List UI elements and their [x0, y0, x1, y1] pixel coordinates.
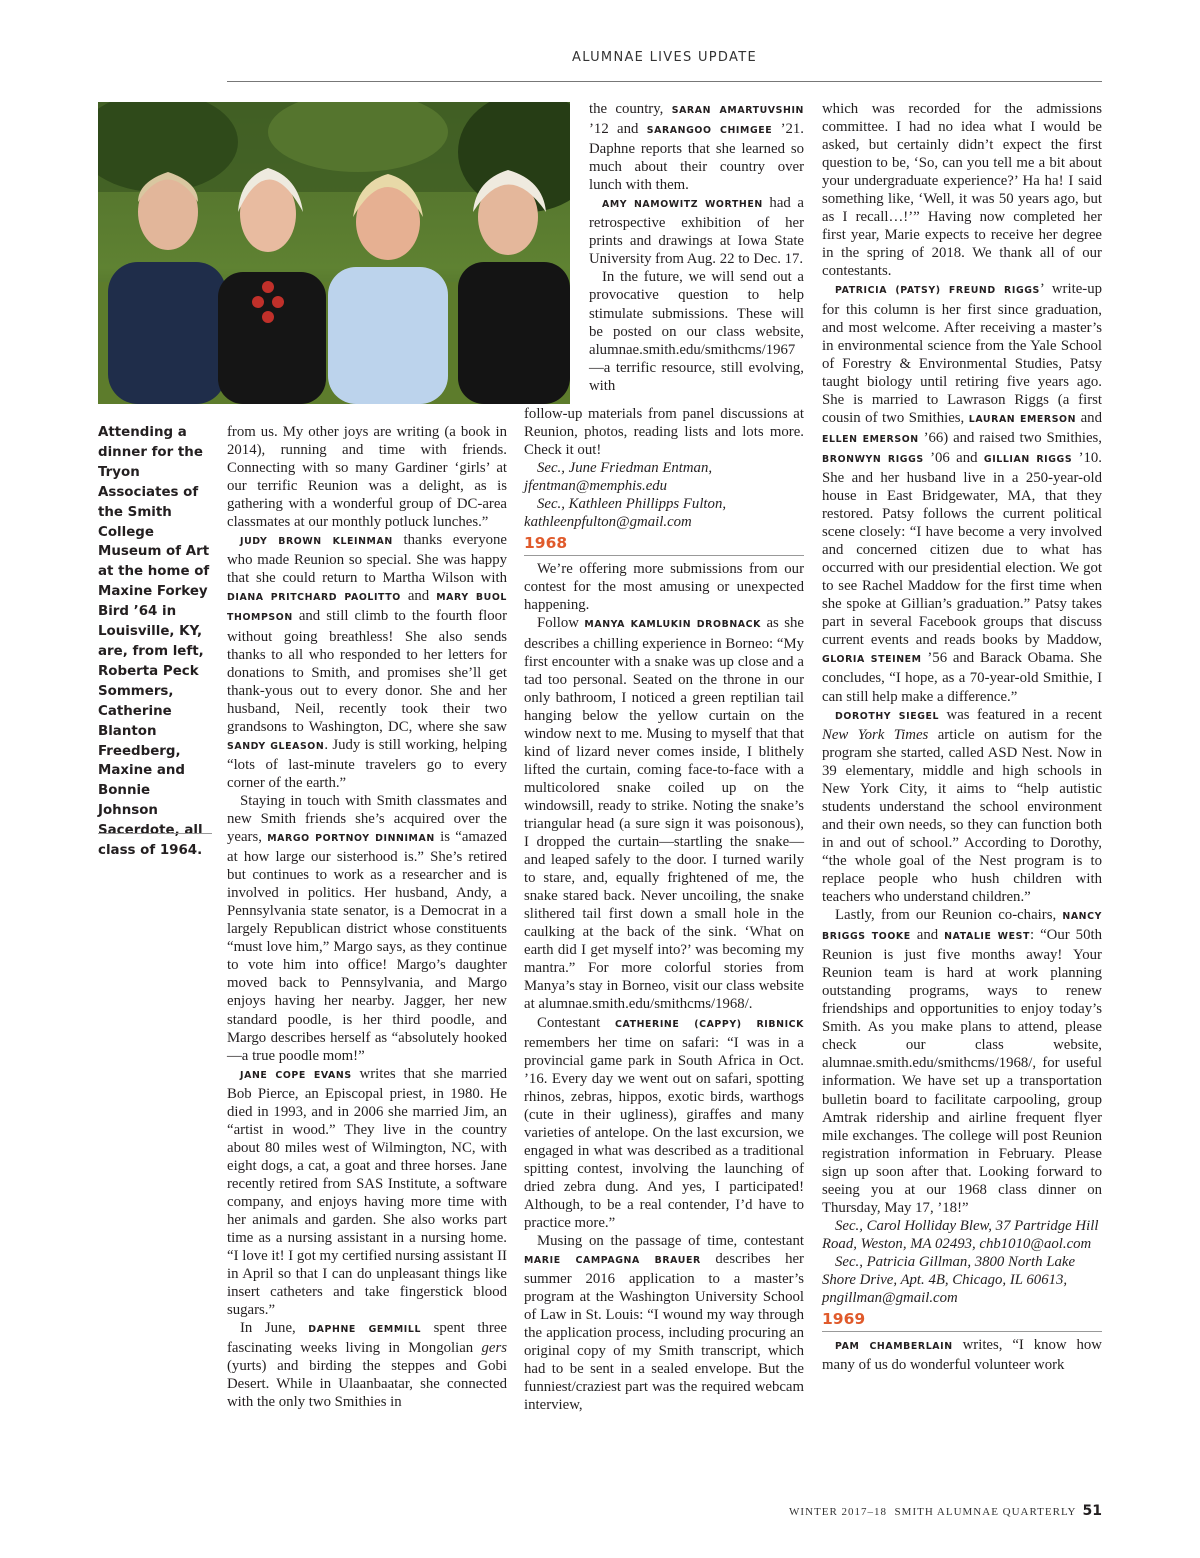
- col2-paragraph: follow-up materials from panel discussions at Reunion, photos, reading lists and lots more. Check it out!: [524, 406, 804, 459]
- alumna-name: LAURAN EMERSON: [968, 413, 1077, 425]
- photo-illustration: [98, 102, 570, 404]
- col1-paragraph: JUDY BROWN KLEINMAN thanks everyone who made Reunion so special. She was happy that she could return to Martha Wilson with DIANA PRITCHARD PAOLITTO and MARY BUOL THOMPSON and still climb to the fourth floor without going breathless! She also sends thanks to all who responded to her letters for donations to Smith, and promises she’ll get thank-yous out to every donor. She and her husband, Neil, recently took their two grandsons to Washington, DC, where she saw SANDY GLEASON. Judy is still working, helping “lots of last-minute travelers go to every corner of the earth.”: [227, 532, 508, 791]
- col2-paragraph: the country, SARAN AMARTUVSHIN ’12 and SARANGOO CHIMGEE ’21. Daphne reports that she learned so much about their country over lunch with them.: [589, 101, 804, 194]
- page-footer: [789, 1503, 1102, 1519]
- col1-paragraph: Staying in touch with Smith classmates and new Smith friends she’s acquired over the years, MARGO PORTNOY DINNIMAN is “amazed at how large our sisterhood is.” She’s retired but continues to work as a researcher and is involved in politics. Her husband, Andy, a Pennsylvania state senator, is a Democrat in a largely Republican district whose constituents “must love him,” Margo says, as they continue to vote him into office! Margo’s daughter moved back to Pennsylvania, and Margo enjoys having her nearby. Jagger, her new standard poodle, is her third poodle, and Margo describes herself as “absolutely hooked—a true poodle mom!”: [227, 792, 507, 1064]
- class-secretary: Sec., Patricia Gillman, 3800 North Lake Shore Drive, Apt. 4B, Chicago, IL 60613, pngillman@gmail.com: [822, 1253, 1076, 1307]
- alumna-name: MARGO PORTNOY DINNIMAN: [267, 833, 435, 845]
- col3-paragraph: Lastly, from our Reunion co-chairs, NANCY BRIGGS TOOKE and NATALIE WEST: “Our 50th Reunion is just five months away! Your Reunion team is hard at work planning outstanding programs, ways to renew friendships and opportunities to enjoy today’s Smith. As you make plans to attend, please check our class website, alumnae.smith.edu/smithcms/1968/, for useful information. We have set up a transportation bulletin board to facilitate carpooling, group Amtrak ridership and airline frequent flyer mile exchanges. The college will post Reunion registration information in February. Please sign up soon after that. Looking forward to seeing you at our 1968 class dinner on Thursday, May 17, ’18!”: [822, 907, 1102, 1216]
- col2-paragraph: In the future, we will send out a provocative question to help stimulate submissions. These will be posted on our class website, alumnae.smith.edu/smithcms/1967—a terrific resource, still evolving, with: [589, 269, 804, 394]
- col2-paragraph: Musing on the passage of time, contestant MARIE CAMPAGNA BRAUER describes her summer 2016 application to a master’s program at the Washington University School of Law in St. Louis: “I wound my way through the application process, including procuring an original copy of my Smith transcript, which had to be sent in a sealed envelope. But the funniest/craziest part was the required webcam interview,: [524, 1233, 804, 1414]
- alumna-name: JUDY BROWN KLEINMAN: [240, 536, 393, 548]
- caption-rule: [98, 833, 212, 834]
- group-photo: [98, 102, 570, 404]
- alumna-name: MANYA KAMLUKIN DROBNACK: [584, 619, 761, 631]
- alumna-name: AMY NAMOWITZ WORTHEN: [602, 199, 763, 211]
- section-header: ALUMNAE LIVES UPDATE: [572, 50, 757, 65]
- alumna-name: PAM CHAMBERLAIN: [835, 1341, 953, 1353]
- class-secretary: Sec., Kathleen Phillipps Fulton, kathleenpfulton@gmail.com: [524, 496, 727, 531]
- col2-paragraph: We’re offering more submissions from our contest for the most amusing or unexpected happening.: [524, 561, 804, 614]
- column-1: [227, 423, 507, 1412]
- col3-paragraph: DOROTHY SIEGEL was featured in a recent New York Times article on autism for the program she started, called ASD Nest. Now in 39 elementary, middle and high schools in New York City, it aims to “help autistic students understand the school environment and their own needs, so they can function both in and out of school.” According to Dorothy, “the whole goal of the Nest program is to replace people who hush children with teachers who understand children.”: [822, 706, 1102, 906]
- alumna-name: DAPHNE GEMMILL: [308, 1324, 422, 1336]
- col2-paragraph: Contestant CATHERINE (CAPPY) RIBNICK remembers her time on safari: “I was in a provincial game park in South Africa in Oct. ’16. Every day we went out on safari, spotting rhinos, zebras, hippos, exotic birds, warthogs (cute in their ugliness), giraffes and many varieties of antelope. On the last excursion, we engaged in what was described as a traditional spitting contest, involving the launching of dried zebra dung. And yes, I participated! Although, to be a real contender, I’d have to practice more.”: [524, 1014, 805, 1232]
- alumna-name: NATALIE WEST: [944, 931, 1030, 943]
- column-2: [524, 405, 804, 1415]
- col3-paragraph: PATRICIA (PATSY) FREUND RIGGS’ write-up for this column is her first since graduation, and most welcome. After receiving a master’s in environmental science from the Yale School of Forestry & Environmental Studies, Patsy taught biology until retiring five years ago. She is married to Lawrason Riggs (a first cousin of two Smithies, LAURAN EMERSON and ELLEN EMERSON ’66) and raised two Smithies, BRONWYN RIGGS ’06 and GILLIAN RIGGS ’10. She and her husband live in a 250-year-old house in East Bridgewater, MA, that they restored. Patsy follows the current political scene closely: “I have become a very involved and concerned citizen due to what has occurred with our presidential election. We got to see Rachel Maddow for the first time when she spoke at Gillian’s graduation.” Patsy takes part in several Facebook groups that discuss current events and reads books by Maddow, GLORIA STEINEM ’56 and Barack Obama. She concludes, “I hope, as a 70-year-old Smithie, I can still help make a difference.”: [822, 281, 1102, 705]
- alumna-name: SARANGOO CHIMGEE: [646, 125, 773, 137]
- class-year-heading: 1968: [524, 534, 804, 556]
- alumna-name: GLORIA STEINEM: [822, 654, 922, 666]
- col1-paragraph: In June, DAPHNE GEMMILL spent three fascinating weeks living in Mongolian gers (yurts) and birding the steppes and Gobi Desert. While in Ulaanbaatar, she connected with the only two Smithies in: [227, 1320, 507, 1411]
- col3-paragraph: which was recorded for the admissions committee. I had no idea what I would be asked, but certainly didn’t expect the first question to be, ‘So, can you tell me a bit about your undergraduate experience?’ Ha ha! I said something like, ‘Well, it was 50 years ago, but as I recall…!’” Having now completed her first year, Marie expects to receive her degree in the spring of 2018. We thank all of our contestants.: [822, 101, 1102, 280]
- alumna-name: DOROTHY SIEGEL: [835, 710, 940, 722]
- alumna-name: BRONWYN RIGGS: [822, 453, 924, 465]
- col3-paragraph: PAM CHAMBERLAIN writes, “I know how many of us do wonderful volunteer work: [822, 1337, 1102, 1374]
- col2-paragraph: Follow MANYA KAMLUKIN DROBNACK as she describes a chilling experience in Borneo: “My first encounter with a snake was up close and a tad too personal. Seated on the throne in our only bathroom, I noticed a green reptilian tail hanging below the yellow curtain on the window next to me. Musing to myself that that kind of lizard never comes inside, I blithely lifted the curtain, coming face-to-face with a multicolored snake coiled up on the windowsill, ready to strike. Noting the snake’s triangular head (a sure sign it was poisonous), I dropped the curtain—startling the snake—and leaped safely to the door. I turned warily to stare, and, equally frightened of me, the snake stared back. Never uncoiling, the snake slithered tail first down a small hole in the caulking at the back of the sink. ‘What on earth did I get myself into?’ was becoming my mantra.” For more colorful stories from Manya’s stay in Borneo, visit our class website at alumnae.smith.edu/smithcms/1968/.: [524, 615, 804, 1013]
- alumna-name: JANE COPE EVANS: [240, 1069, 352, 1081]
- header-rule: [227, 81, 1102, 82]
- photo-caption: Attending a dinner for the Tryon Associates of the Smith College Museum of Art at the home of Maxine Forkey Bird ’64 in Louisville, KY, are, from left, Roberta Peck Sommers, Catherine Blanton Freedberg, Maxine and Bonnie Johnson Sacerdote, all class of 1964.: [98, 425, 210, 859]
- col1-paragraph: from us. My other joys are writing (a book in 2014), running and time with friends. Connecting with so many Gardiner ‘girls’ at our terrific Reunion was a delight, as is gathering with a wonderful group of DC-area classmates at our monthly potluck lunches.”: [227, 424, 507, 531]
- publication-name: SMITH ALUMNAE QUARTERLY: [894, 1506, 1077, 1518]
- alumna-name: SANDY GLEASON: [227, 740, 325, 752]
- alumna-name: MARIE CAMPAGNA BRAUER: [524, 1255, 701, 1267]
- alumna-name: SARAN AMARTUVSHIN: [671, 105, 804, 116]
- issue-date: WINTER 2017–18: [789, 1506, 888, 1518]
- class-secretary: Sec., June Friedman Entman, jfentman@memphis.edu: [524, 460, 713, 495]
- col2-paragraph: AMY NAMOWITZ WORTHEN had a retrospective exhibition of her prints and drawings at Iowa State University from Aug. 22 to Dec. 17.: [589, 195, 804, 268]
- page-number: 51: [1082, 1503, 1102, 1519]
- alumna-name: MARY BUOL THOMPSON: [227, 592, 507, 624]
- alumna-name: ELLEN EMERSON: [822, 433, 919, 445]
- alumna-name: PATRICIA (PATSY) FREUND RIGGS: [835, 285, 1040, 297]
- alumna-name: NANCY BRIGGS TOOKE: [822, 911, 1102, 943]
- column-2-top: [589, 100, 804, 395]
- alumna-name: DIANA PRITCHARD PAOLITTO: [227, 592, 401, 604]
- col1-paragraph: JANE COPE EVANS writes that she married Bob Pierce, an Episcopal priest, in 1980. He died in 1993, and in 2006 she married Jim, an “artist in wood.” They live in the country about 80 miles west of Wilmington, NC, with eight dogs, a cat, a goat and three horses. Jane recently retired from SAS Institute, a software company, and enjoys having more time with her animals and garden. She also works part time as a nursing assistant in a nursing home. “I love it! I got my certified nursing assistant II in April so that I can do unpleasant things like insert catheters and take fingerstick blood sugars.”: [227, 1065, 507, 1319]
- alumna-name: CATHERINE (CAPPY) RIBNICK: [614, 1018, 805, 1030]
- column-3: [822, 100, 1102, 1374]
- class-year-heading: 1969: [822, 1310, 1102, 1332]
- alumna-name: GILLIAN RIGGS: [983, 453, 1073, 465]
- class-secretary: Sec., Carol Holliday Blew, 37 Partridge Hill Road, Weston, MA 02493, chb1010@aol.com: [822, 1217, 1099, 1252]
